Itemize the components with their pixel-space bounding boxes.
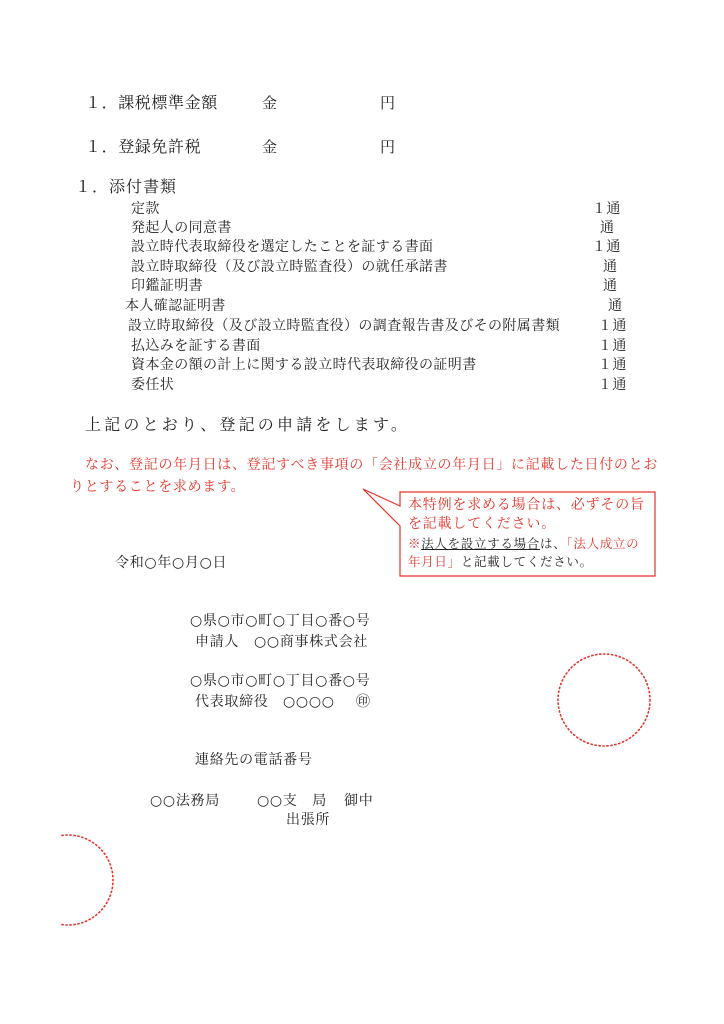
- attachment-count: 通: [608, 298, 623, 314]
- tax-base-currency-prefix: 金: [262, 94, 278, 112]
- attachment-name: 設立時取締役（及び設立時監査役）の調査報告書及びその附属書類: [128, 318, 560, 334]
- attachment-count: １通: [592, 201, 621, 217]
- attachment-count: １通: [598, 318, 627, 334]
- attachment-row: [0, 337, 724, 355]
- seal-placeholder-arc: [62, 835, 113, 925]
- addressee-office: 出張所: [286, 812, 331, 828]
- addressee-bureau: ○○法務局: [150, 793, 220, 809]
- attachments-heading: １．添付書類: [75, 177, 178, 196]
- registration-date-note-line1: なお、登記の年月日は、登記すべき事項の「会社成立の年月日」に記載した日付のとお: [85, 457, 659, 473]
- seal-mark-icon: ㊞: [356, 694, 371, 710]
- callout-quote-start: 「法人成立の: [566, 536, 640, 551]
- license-tax-currency-prefix: 金: [262, 138, 278, 156]
- contact-phone-label: 連絡先の電話番号: [195, 752, 313, 768]
- callout-line2: を記載してください。: [408, 516, 556, 532]
- application-date: 令和○年○月○日: [115, 555, 228, 571]
- representative-name: ○○○○: [283, 694, 335, 710]
- tax-base-currency-unit: 円: [380, 94, 396, 112]
- applicant-name: ○○商事株式会社: [254, 634, 369, 650]
- callout-quote-end: 年月日」: [408, 554, 461, 569]
- attachment-name: 発起人の同意書: [131, 220, 232, 236]
- application-declaration: 上記のとおり、登記の申請をします。: [85, 415, 411, 434]
- attachment-row: [0, 317, 724, 335]
- attachment-count: 通: [603, 259, 618, 275]
- attachment-row: [0, 356, 724, 374]
- representative-title: 代表取締役: [195, 694, 269, 710]
- callout-line4: [408, 554, 593, 570]
- license-tax-label: １．登録免許税: [85, 137, 202, 156]
- license-tax-currency-unit: 円: [380, 138, 396, 156]
- callout-underlined-condition: 法人を設立する場合: [421, 536, 541, 551]
- tax-base-label: １．課税標準金額: [85, 93, 218, 112]
- attachment-name: 設立時取締役（及び設立時監査役）の就任承諾書: [131, 259, 448, 275]
- callout-line3: [408, 536, 639, 552]
- attachment-name: 資本金の額の計上に関する設立時代表取締役の証明書: [131, 357, 477, 373]
- applicant-address: ○県○市○町○丁目○番○号: [190, 613, 371, 629]
- attachment-row: [0, 200, 724, 218]
- attachment-name: 設立時代表取締役を選定したことを証する書面: [131, 239, 434, 255]
- attachment-row: [0, 297, 724, 315]
- attachment-row: [0, 219, 724, 237]
- attachment-row: [0, 258, 724, 276]
- attachment-count: 通: [603, 278, 618, 294]
- attachment-name: 定款: [131, 201, 160, 217]
- addressee-branch: ○○支 局: [257, 793, 327, 809]
- attachment-count: １通: [598, 338, 627, 354]
- callout-particle: は、: [540, 536, 567, 551]
- attachment-count: １通: [598, 357, 627, 373]
- attachment-count: 通: [600, 220, 615, 236]
- addressee-honorific: 御中: [344, 793, 374, 809]
- attachment-row: [0, 277, 724, 295]
- attachment-row: [0, 376, 724, 394]
- registration-date-note-line2: りとすることを求めます。: [70, 479, 246, 495]
- attachment-row: [0, 238, 724, 256]
- attachment-name: 本人確認証明書: [125, 298, 226, 314]
- callout-reference-mark: ※: [408, 536, 422, 551]
- attachment-name: 印鑑証明書: [131, 278, 203, 294]
- callout-instruction: と記載してください。: [460, 554, 593, 569]
- seal-placeholder-circle: [558, 654, 650, 746]
- attachment-count: １通: [598, 377, 627, 393]
- applicant-label: 申請人: [195, 634, 240, 650]
- attachment-name: 払込みを証する書面: [131, 338, 261, 354]
- representative-address: ○県○市○町○丁目○番○号: [190, 673, 371, 689]
- attachment-count: １通: [592, 239, 621, 255]
- attachment-name: 委任状: [131, 377, 175, 393]
- callout-line1: 本特例を求める場合は、必ずその旨: [408, 497, 645, 513]
